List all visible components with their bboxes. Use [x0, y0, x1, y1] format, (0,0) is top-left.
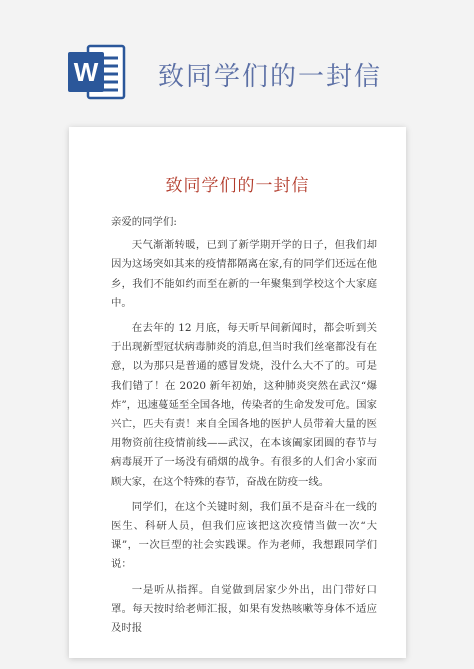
document-page	[69, 127, 406, 658]
header-title: 致同学们的一封信	[158, 62, 383, 92]
document-body	[111, 213, 377, 644]
paragraph: 在去年的 12 月底，每天听早间新闻时，都会听到关于出现新型冠状病毒肺炎的消息,但当时我们丝毫都没有在意，以为那只是普通的感冒发烧，没什么大不了的。可是我们错了！在 2020 新年初始，这种肺炎突然在武汉“爆炸”，迅速蔓延至全国各地，传染者的生命发发可危。国家兴亡，匹夫有责！来自全国各地的医护人员带着大量的医用物资前往疫情前线——武汉，在本该阖家团圆的春节与病毒展开了一场没有硝烟的战争。有很多的人们舍小家而顾大家，在这个特殊的春节，奋战在防疫一线。	[111, 322, 377, 488]
word-icon-letter: W	[73, 57, 99, 87]
salutation: 亲爱的同学们:	[111, 216, 177, 228]
paragraph: 天气渐渐转暖，已到了新学期开学的日子，但我们却因为这场突如其来的疫情都隔离在家,有的同学们还远在他乡，我们不能如约而至在新的一年聚集到学校这个大家庭中。	[111, 239, 377, 309]
paragraph: 一是听从指挥。自觉做到居家少外出，出门带好口罩。每天按时给老师汇报，如果有发热咳嗽等身体不适应及时报	[111, 583, 377, 635]
document-title: 致同学们的一封信	[165, 176, 310, 196]
word-document-icon	[66, 40, 130, 104]
page-header	[0, 0, 474, 110]
paragraph: 同学们，在这个关键时刻，我们虽不是奋斗在一线的医生、科研人员，但我们应该把这次疫情当做一次“大课”，一次巨型的社会实践课。作为老师，我想跟同学们说：	[111, 500, 377, 571]
